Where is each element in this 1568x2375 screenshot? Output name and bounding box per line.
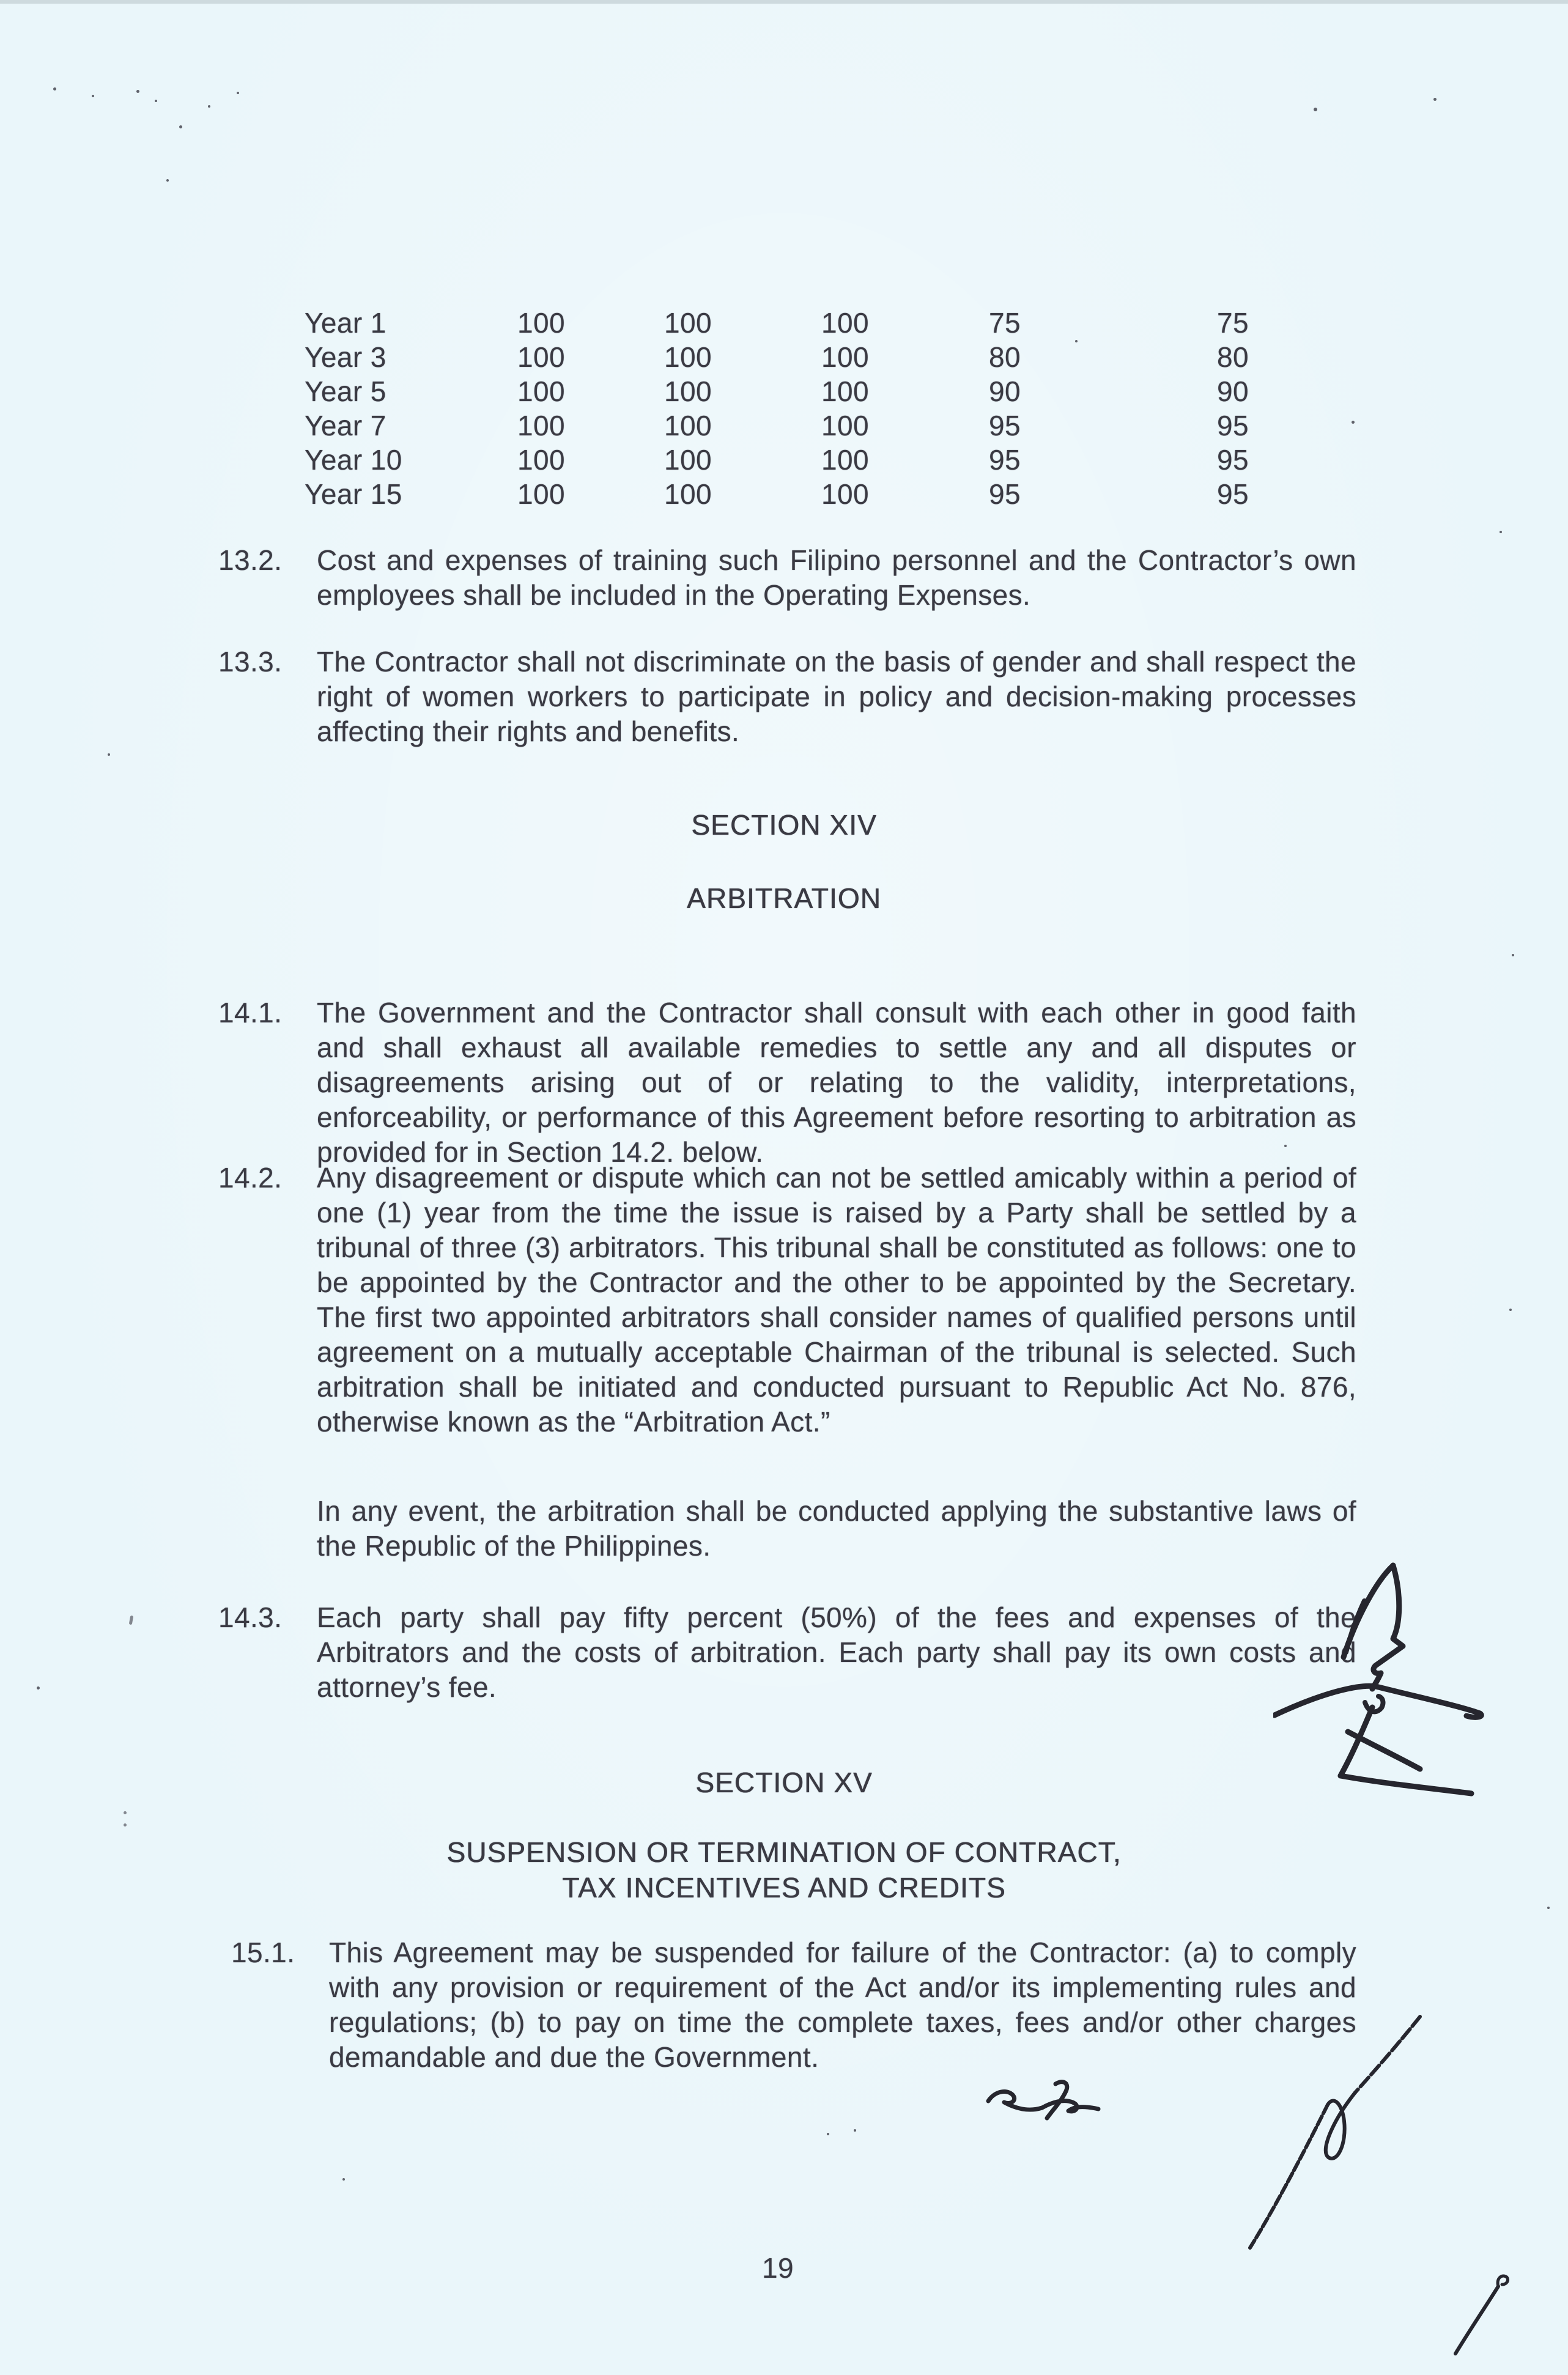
value-cell: 95 xyxy=(989,410,1021,441)
table-row xyxy=(0,408,1568,443)
clause-text: This Agreement may be suspended for failure of the Contractor: (a) to comply with any provision or requirement of the Act and/or its implementing rules and regulations; (b) to pay on time the complete taxes, fees and/or other charges demandable and due the Government. xyxy=(329,1937,1356,2073)
clause-number: 13.2. xyxy=(218,544,283,576)
clause-text: Cost and expenses of training such Filipino personnel and the Contractor’s own employees shall be included in the Operating Expenses. xyxy=(317,544,1356,611)
value-cell: 100 xyxy=(821,307,869,339)
scan-speck xyxy=(1547,1907,1550,1909)
value-cell: 100 xyxy=(821,410,869,441)
year-label: Year 5 xyxy=(305,375,386,407)
table-row xyxy=(0,443,1568,477)
clause-14-2-continuation xyxy=(0,1494,1568,1564)
arbitration-heading: ARBITRATION xyxy=(687,882,881,914)
clause-text: Any disagreement or dispute which can not be settled amicably within a period of one (1) year from the time the issue is raised by a Party shall be settled by a tribunal of three (3) arbitrators. This tribunal shall be constituted as follows: one to be appointed by the Contractor and the other to be appointed by the Secretary. The first two appointed arbitrators shall consider names of qualified persons until agreement on a mutually acceptable Chairman of the tribunal is selected. Such arbitration shall be initiated and conducted pursuant to Republic Act No. 876, otherwise known as the “Arbitration Act.” xyxy=(317,1162,1356,1438)
value-cell: 95 xyxy=(989,478,1021,510)
value-cell: 80 xyxy=(989,341,1021,373)
year-label: Year 3 xyxy=(305,341,386,373)
table-row xyxy=(0,477,1568,511)
value-cell: 100 xyxy=(664,341,712,373)
scan-speck xyxy=(1500,531,1502,533)
scan-artifact-colon xyxy=(124,1811,127,1814)
corner-pen-mark xyxy=(1448,2272,1515,2360)
clause-13-2 xyxy=(0,543,1568,613)
scan-speck xyxy=(854,2129,856,2132)
scan-speck xyxy=(237,92,239,94)
value-cell: 100 xyxy=(664,444,712,476)
value-cell: 100 xyxy=(821,341,869,373)
year-label: Year 1 xyxy=(305,307,386,339)
section-xv-subtitle-line1: SUSPENSION OR TERMINATION OF CONTRACT, xyxy=(446,1836,1122,1868)
year-label: Year 7 xyxy=(305,410,386,441)
value-cell: 100 xyxy=(517,375,565,407)
scan-artifact-colon xyxy=(124,1823,127,1826)
section-xv-heading: SECTION XV xyxy=(695,1767,873,1798)
value-cell: 95 xyxy=(1217,444,1249,476)
clause-number: 15.1. xyxy=(231,1937,295,1968)
value-cell: 100 xyxy=(821,444,869,476)
value-cell: 100 xyxy=(664,410,712,441)
initials-scribble-mark xyxy=(983,2078,1106,2130)
value-cell: 100 xyxy=(664,307,712,339)
pen-signature-mark xyxy=(1241,2012,1425,2256)
scan-speck xyxy=(108,753,110,756)
scan-speck xyxy=(92,95,94,97)
scan-speck xyxy=(1314,108,1317,111)
clause-number: 14.2. xyxy=(218,1162,283,1194)
clause-text: In any event, the arbitration shall be conducted applying the substantive laws of the Republic of the Philippines. xyxy=(317,1495,1356,1562)
clause-text: Each party shall pay fifty percent (50%) of the fees and expenses of the Arbitrators and the costs of arbitration. Each party shall pay its own costs and attorney’s fee. xyxy=(317,1601,1356,1703)
value-cell: 100 xyxy=(821,375,869,407)
scan-speck xyxy=(1352,421,1355,424)
value-cell: 100 xyxy=(517,444,565,476)
clause-text: The Government and the Contractor shall consult with each other in good faith and shall exhaust all available remedies to settle any and all disputes or disagreements arising out of or relating to the validity, interpretations, enforceability, or performance of this Agreement before resorting to arbitration as provided for in Section 14.2. below. xyxy=(317,997,1356,1168)
value-cell: 95 xyxy=(1217,478,1249,510)
value-cell: 95 xyxy=(989,444,1021,476)
table-row xyxy=(0,374,1568,408)
value-cell: 75 xyxy=(1217,307,1249,339)
value-cell: 90 xyxy=(1217,375,1249,407)
table-row xyxy=(0,306,1568,340)
value-cell: 100 xyxy=(664,478,712,510)
scan-speck xyxy=(136,90,139,93)
year-label: Year 10 xyxy=(305,444,402,476)
value-cell: 75 xyxy=(989,307,1021,339)
scan-speck xyxy=(208,105,210,108)
scan-speck xyxy=(1284,1145,1287,1147)
value-cell: 100 xyxy=(517,307,565,339)
clause-number: 14.3. xyxy=(218,1601,283,1633)
value-cell: 90 xyxy=(989,375,1021,407)
value-cell: 100 xyxy=(821,478,869,510)
scan-speck xyxy=(179,125,182,128)
page-number: 19 xyxy=(762,2252,794,2284)
table-row xyxy=(0,340,1568,374)
value-cell: 100 xyxy=(517,341,565,373)
scan-speck xyxy=(155,100,157,102)
clause-number: 14.1. xyxy=(218,997,283,1029)
scan-speck xyxy=(1512,954,1514,956)
clause-number: 13.3. xyxy=(218,646,283,678)
scan-speck xyxy=(342,2178,345,2181)
scan-speck xyxy=(1075,340,1078,342)
value-cell: 80 xyxy=(1217,341,1249,373)
scan-speck xyxy=(827,2133,829,2135)
scan-speck xyxy=(1433,98,1437,101)
scan-speck xyxy=(37,1686,40,1690)
clause-14-2 xyxy=(0,1161,1568,1439)
signature-flourish-mark xyxy=(1273,1561,1568,1831)
clause-text: The Contractor shall not discriminate on the basis of gender and shall respect the right of women workers to participate in policy and decision-making processes affecting their rights and benefits. xyxy=(317,646,1356,747)
section-xiv-heading: SECTION XIV xyxy=(691,809,877,841)
value-cell: 100 xyxy=(517,410,565,441)
section-xv-subtitle-line2: TAX INCENTIVES AND CREDITS xyxy=(562,1872,1006,1904)
scan-speck xyxy=(53,87,56,90)
clause-13-3 xyxy=(0,645,1568,749)
year-label: Year 15 xyxy=(305,478,402,510)
clause-14-1 xyxy=(0,995,1568,1170)
scan-speck xyxy=(1509,1309,1512,1311)
scan-speck xyxy=(166,179,169,182)
value-cell: 95 xyxy=(1217,410,1249,441)
value-cell: 100 xyxy=(517,478,565,510)
value-cell: 100 xyxy=(664,375,712,407)
